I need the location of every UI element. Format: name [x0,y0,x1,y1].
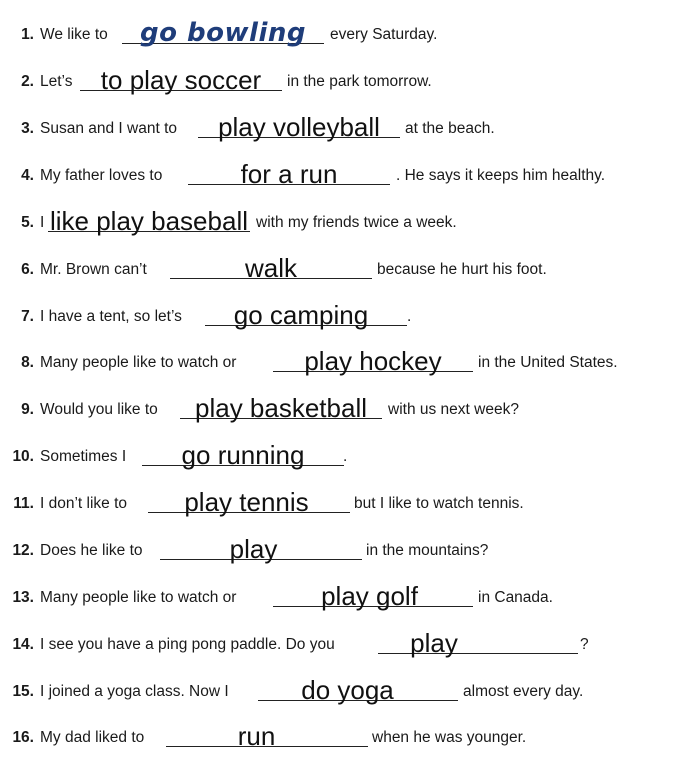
question-number: 14. [12,636,34,653]
question-number: 6. [21,261,34,278]
handwritten-answer: like play baseball [49,206,248,236]
question-row [0,711,680,751]
question-text-after: every Saturday. [330,26,438,43]
question-text-after: . He says it keeps him healthy. [396,167,606,184]
question-text-after: when he was younger. [372,729,527,746]
question-text-before: I joined a yoga class. Now I [40,683,229,700]
question-text-after: ? [580,636,589,653]
question-number: 9. [21,401,34,418]
question-text-after: with us next week? [388,401,519,418]
question-text-before: Many people like to watch or [40,589,237,606]
question-number: 1. [21,26,34,43]
question-row [0,196,680,236]
question-text-after: in Canada. [478,589,553,606]
handwritten-answer: play [229,534,278,564]
question-number: 2. [21,73,34,90]
handwritten-answer: play [410,628,458,658]
question-text-before: Many people like to watch or [40,354,237,371]
question-row [0,571,680,611]
question-text-before: Does he like to [40,542,143,559]
question-row [0,383,680,423]
question-row [0,243,680,283]
question-text-after: because he hurt his foot. [377,261,547,278]
question-row [0,8,680,48]
question-row [0,665,680,705]
question-row [0,55,680,95]
question-row [0,290,680,330]
question-row [0,149,680,189]
handwritten-answer: walk [244,253,297,283]
question-text-before: Mr. Brown can’t [40,261,147,278]
question-text-after: . [407,308,412,325]
handwritten-answer: do yoga [301,675,394,705]
question-number: 16. [12,729,34,746]
handwritten-answer: play tennis [184,487,309,517]
handwritten-answer: run [237,721,276,751]
handwritten-answer: to play soccer [100,65,262,95]
question-row [0,618,680,658]
question-text-before: I don’t like to [40,495,128,512]
question-number: 8. [21,354,34,371]
question-text-after: with my friends twice a week. [256,214,457,231]
question-text-before: I see you have a ping pong paddle. Do you [40,636,335,653]
handwritten-answer: play basketball [195,393,367,423]
question-number: 11. [13,495,34,512]
question-text-before: Sometimes I [40,448,127,465]
question-number: 15. [12,683,34,700]
question-text-before: My father loves to [40,167,163,184]
question-number: 7. [21,308,34,325]
question-text-after: almost every day. [463,683,584,700]
question-text-after: in the United States. [478,354,618,371]
handwritten-answer: go running [181,440,305,470]
question-number: 3. [21,120,34,137]
handwritten-answer: play hockey [304,346,442,376]
question-text-before: I [40,214,45,231]
handwritten-answer: play volleyball [218,112,380,142]
question-text-before: I have a tent, so let’s [40,308,182,325]
question-row [0,430,680,470]
handwritten-answer: go camping [233,300,369,330]
question-text-after: . [343,448,348,465]
question-row [0,336,680,376]
question-number: 10. [12,448,34,465]
question-row [0,477,680,517]
question-text-after: in the mountains? [366,542,489,559]
handwritten-answer: for a run [240,159,338,189]
question-number: 12. [12,542,34,559]
question-text-after: at the beach. [405,120,495,137]
question-number: 5. [21,214,34,231]
question-number: 4. [21,167,34,184]
question-row [0,102,680,142]
question-text-before: Let’s [40,73,73,90]
question-text-before: We like to [40,26,108,43]
question-row [0,524,680,564]
question-number: 13. [12,589,34,606]
question-text-before: Would you like to [40,401,158,418]
handwritten-answer: play golf [321,581,418,611]
question-text-before: My dad liked to [40,729,145,746]
question-text-after: in the park tomorrow. [287,73,432,90]
question-text-before: Susan and I want to [40,120,178,137]
handwritten-answer: go bowling [140,18,306,48]
question-text-after: but I like to watch tennis. [354,495,524,512]
